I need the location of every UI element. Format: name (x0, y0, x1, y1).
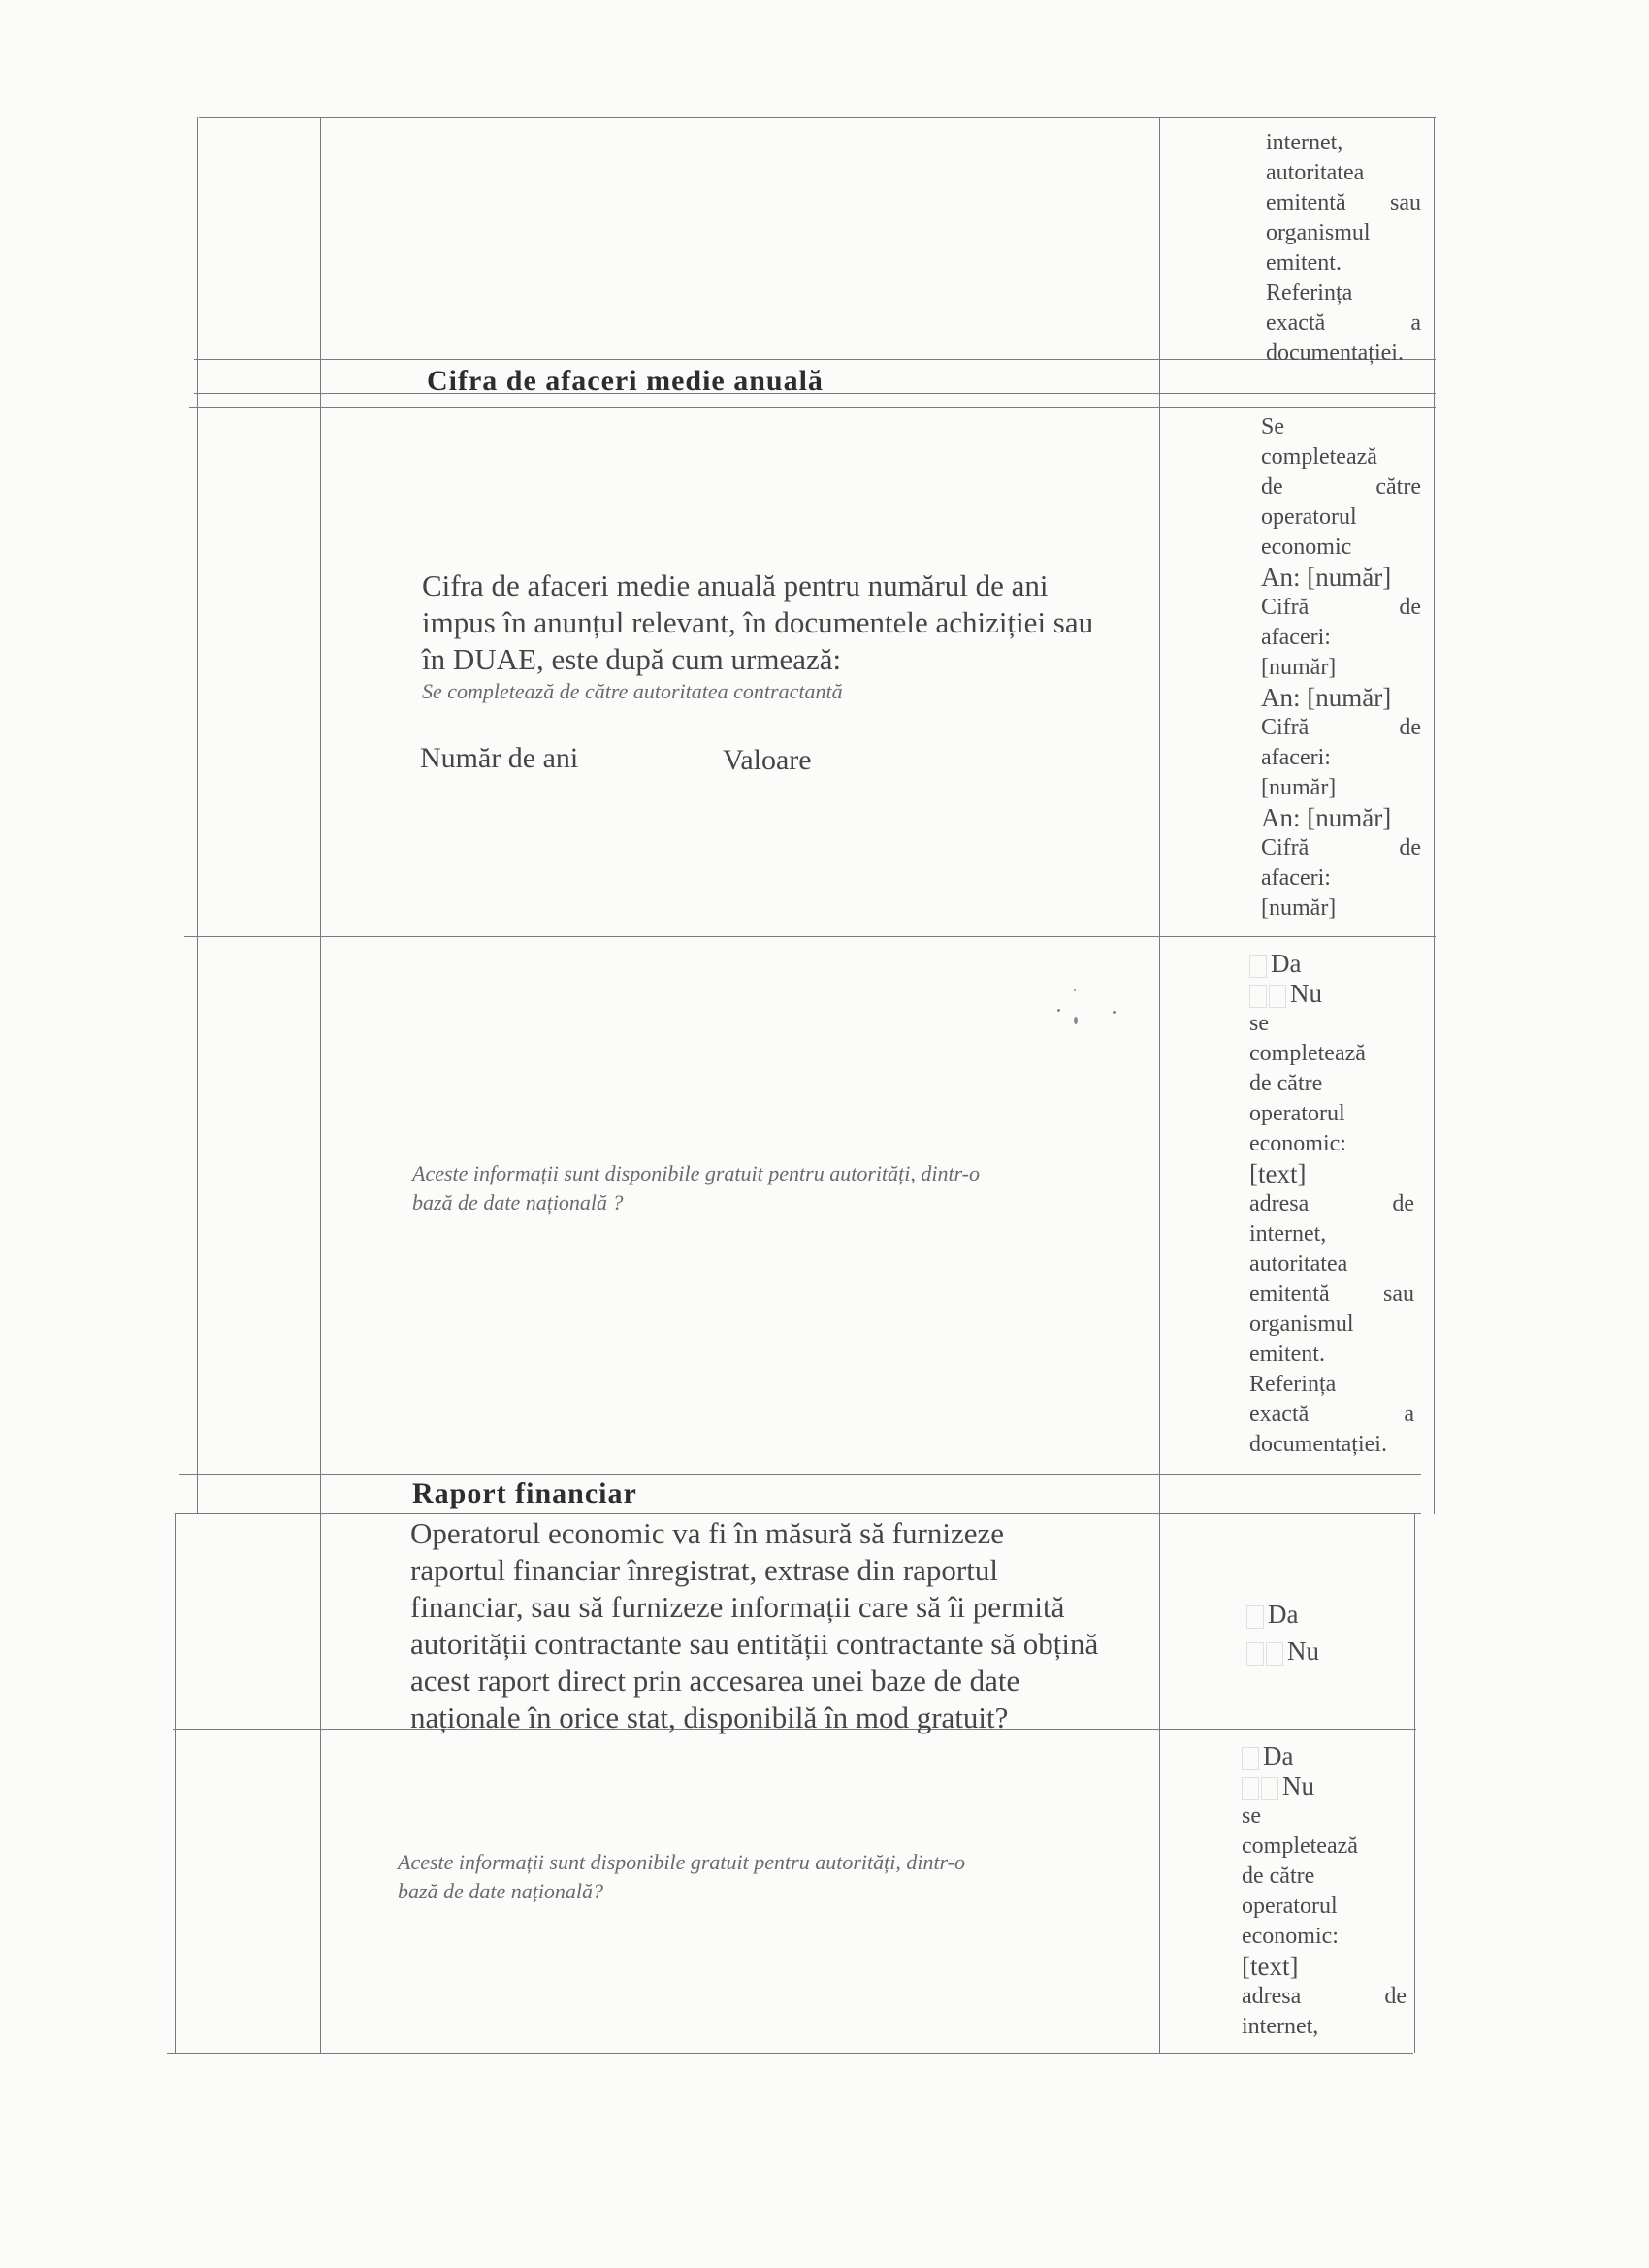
checkbox-nu-extra[interactable] (1266, 1642, 1283, 1666)
cell-line: economic: (1249, 1131, 1346, 1156)
cell-line: An: [număr] (1261, 563, 1392, 592)
turnover-paragraph (422, 567, 1093, 678)
cell-word: adresa (1249, 1191, 1310, 1216)
cell-line: internet, (1266, 130, 1343, 155)
option-label: Da (1263, 1741, 1294, 1770)
cell-word: de (1399, 595, 1421, 620)
cell-word: de (1399, 835, 1421, 860)
scan-speck (1113, 1011, 1116, 1014)
cell-line: Referința (1266, 280, 1353, 306)
checkbox-nu[interactable] (1249, 985, 1267, 1008)
paragraph-line: acest raport direct prin accesarea unei baze de date (410, 1664, 1020, 1698)
option-nu[interactable] (1249, 979, 1414, 1009)
row-divider (175, 1513, 1421, 1514)
scan-speck (1057, 1009, 1060, 1012)
cell-line (1261, 713, 1421, 743)
column-label-years: Număr de ani (420, 742, 579, 774)
paragraph-line: raportul financiar înregistrat, extrase din raportul (410, 1553, 998, 1587)
cell-line: se (1249, 1011, 1269, 1036)
column-border (320, 117, 321, 2053)
cell-line: documentației. (1266, 340, 1404, 366)
cell-line: Referința (1249, 1372, 1337, 1397)
paragraph-line: Cifra de afaceri medie anuală pentru numărul de ani (422, 568, 1049, 602)
option-label: Nu (1290, 979, 1322, 1008)
option-da[interactable] (1246, 1596, 1392, 1633)
cell-line: operatorul (1242, 1894, 1338, 1919)
cell-line: economic: (1242, 1924, 1339, 1949)
cell-line: organismul (1266, 220, 1371, 245)
paragraph-line: naționale în orice stat, disponibilă în mod gratuit? (410, 1701, 1009, 1734)
cell-line: [text] (1249, 1159, 1307, 1188)
row-divider (189, 407, 1436, 408)
financial-report-response-cell (1246, 1596, 1392, 1669)
question-line: Aceste informații sunt disponibile gratuit pentru autorități, dintr-o (412, 1161, 980, 1185)
cell-line (1266, 188, 1421, 218)
cell-line: afaceri: (1261, 865, 1331, 891)
checkbox-da[interactable] (1249, 955, 1267, 978)
cell-line: afaceri: (1261, 625, 1331, 650)
cell-line: de către (1249, 1071, 1323, 1096)
column-border (1414, 1513, 1415, 2053)
option-da[interactable] (1249, 949, 1414, 979)
cell-line (1249, 1400, 1414, 1430)
cell-word: Cifră (1261, 595, 1310, 620)
paragraph-line: în DUAE, este după cum urmează: (422, 642, 842, 676)
availability-response-cell (1249, 949, 1414, 1460)
cell-word: de (1384, 1984, 1406, 2009)
paragraph-line: Operatorul economic va fi în măsură să furnizeze (410, 1516, 1004, 1550)
cell-line: organismul (1249, 1312, 1354, 1337)
cell-line: documentației. (1249, 1432, 1387, 1457)
cell-line: autoritatea (1266, 160, 1365, 185)
cell-line (1261, 833, 1421, 863)
cell-line: se (1242, 1803, 1261, 1829)
cell-line: economic (1261, 535, 1352, 560)
cell-line (1242, 1982, 1406, 2012)
option-da[interactable] (1242, 1741, 1406, 1771)
question-line: bază de date națională ? (412, 1190, 624, 1215)
paragraph-line: financiar, sau să furnizeze informații care să îi permită (410, 1590, 1065, 1624)
checkbox-nu-extra[interactable] (1269, 985, 1286, 1008)
cell-line: afaceri: (1261, 745, 1331, 770)
instruction-note: Se completează de către autoritatea contractantă (422, 679, 843, 703)
question-line: Aceste informații sunt disponibile gratuit pentru autorități, dintr-o (398, 1850, 965, 1874)
column-border (1159, 117, 1160, 2053)
cell-word: sau (1383, 1281, 1414, 1307)
cell-line: An: [număr] (1261, 683, 1392, 712)
column-border (197, 117, 198, 1514)
cell-line (1249, 1189, 1414, 1219)
cell-word: adresa (1242, 1984, 1302, 2009)
option-label: Da (1268, 1600, 1299, 1629)
cell-line: emitent. (1249, 1342, 1325, 1367)
table-border-top (199, 117, 1436, 118)
cell-word: sau (1390, 190, 1421, 215)
checkbox-nu-extra[interactable] (1261, 1777, 1278, 1800)
cell-line: [număr] (1261, 775, 1337, 800)
cell-word: Cifră (1261, 715, 1310, 740)
cell-line: internet, (1242, 2014, 1319, 2039)
cell-line: completează (1261, 444, 1377, 470)
question-line: bază de date națională? (398, 1879, 604, 1903)
checkbox-nu[interactable] (1246, 1642, 1264, 1666)
option-nu[interactable] (1246, 1633, 1392, 1669)
option-nu[interactable] (1242, 1771, 1406, 1801)
cell-word: de (1399, 715, 1421, 740)
cell-line: de către (1242, 1863, 1315, 1889)
financial-report-paragraph (410, 1515, 1098, 1736)
cell-line (1261, 472, 1421, 502)
cell-word: de (1392, 1191, 1414, 1216)
checkbox-da[interactable] (1246, 1605, 1264, 1629)
row-divider (194, 359, 1436, 360)
cell-word: Cifră (1261, 835, 1310, 860)
cell-line: emitent. (1266, 250, 1342, 275)
cell-line: operatorul (1261, 504, 1357, 530)
availability-question (398, 1848, 965, 1906)
option-label: Nu (1282, 1771, 1314, 1800)
column-border (1434, 117, 1435, 1514)
top-right-cell (1266, 128, 1421, 369)
checkbox-da[interactable] (1242, 1747, 1259, 1770)
availability-question (412, 1159, 980, 1217)
cell-line: autoritatea (1249, 1251, 1348, 1277)
cell-line: completează (1249, 1041, 1366, 1066)
cell-word: exactă (1249, 1402, 1310, 1427)
scan-speck (1074, 989, 1076, 991)
option-label: Nu (1287, 1636, 1319, 1666)
table-border-bottom (167, 2053, 1413, 2054)
cell-line: operatorul (1249, 1101, 1345, 1126)
cell-word: exactă (1266, 310, 1326, 336)
cell-line: completează (1242, 1833, 1358, 1859)
column-border (175, 1513, 176, 2053)
turnover-response-cell (1261, 412, 1421, 923)
row-divider (184, 936, 1436, 937)
cell-word: de (1261, 474, 1283, 500)
cell-line (1266, 308, 1421, 339)
paragraph-line: autorității contractante sau entității contractante să obțină (410, 1627, 1099, 1661)
checkbox-nu[interactable] (1242, 1777, 1259, 1800)
cell-word: emitentă (1266, 190, 1346, 215)
section-title: Raport financiar (412, 1477, 637, 1509)
option-label: Da (1271, 949, 1302, 978)
cell-line: internet, (1249, 1221, 1327, 1247)
cell-word: către (1375, 474, 1421, 500)
row-divider (179, 1474, 1421, 1475)
cell-word: emitentă (1249, 1281, 1330, 1307)
scan-speck (1074, 1017, 1078, 1024)
column-label-value: Valoare (723, 744, 812, 776)
cell-line: Se (1261, 414, 1284, 439)
cell-line: An: [număr] (1261, 803, 1392, 832)
cell-line: [text] (1242, 1952, 1299, 1981)
cell-word: a (1404, 1402, 1414, 1427)
cell-line (1249, 1280, 1414, 1310)
cell-line (1261, 593, 1421, 623)
availability-response-cell-2 (1242, 1741, 1406, 2042)
cell-line: [număr] (1261, 895, 1337, 921)
cell-word: a (1410, 310, 1421, 336)
section-title: Cifra de afaceri medie anuală (427, 365, 824, 397)
cell-line: [număr] (1261, 655, 1337, 680)
paragraph-line: impus în anunțul relevant, în documentele achiziției sau (422, 605, 1094, 639)
